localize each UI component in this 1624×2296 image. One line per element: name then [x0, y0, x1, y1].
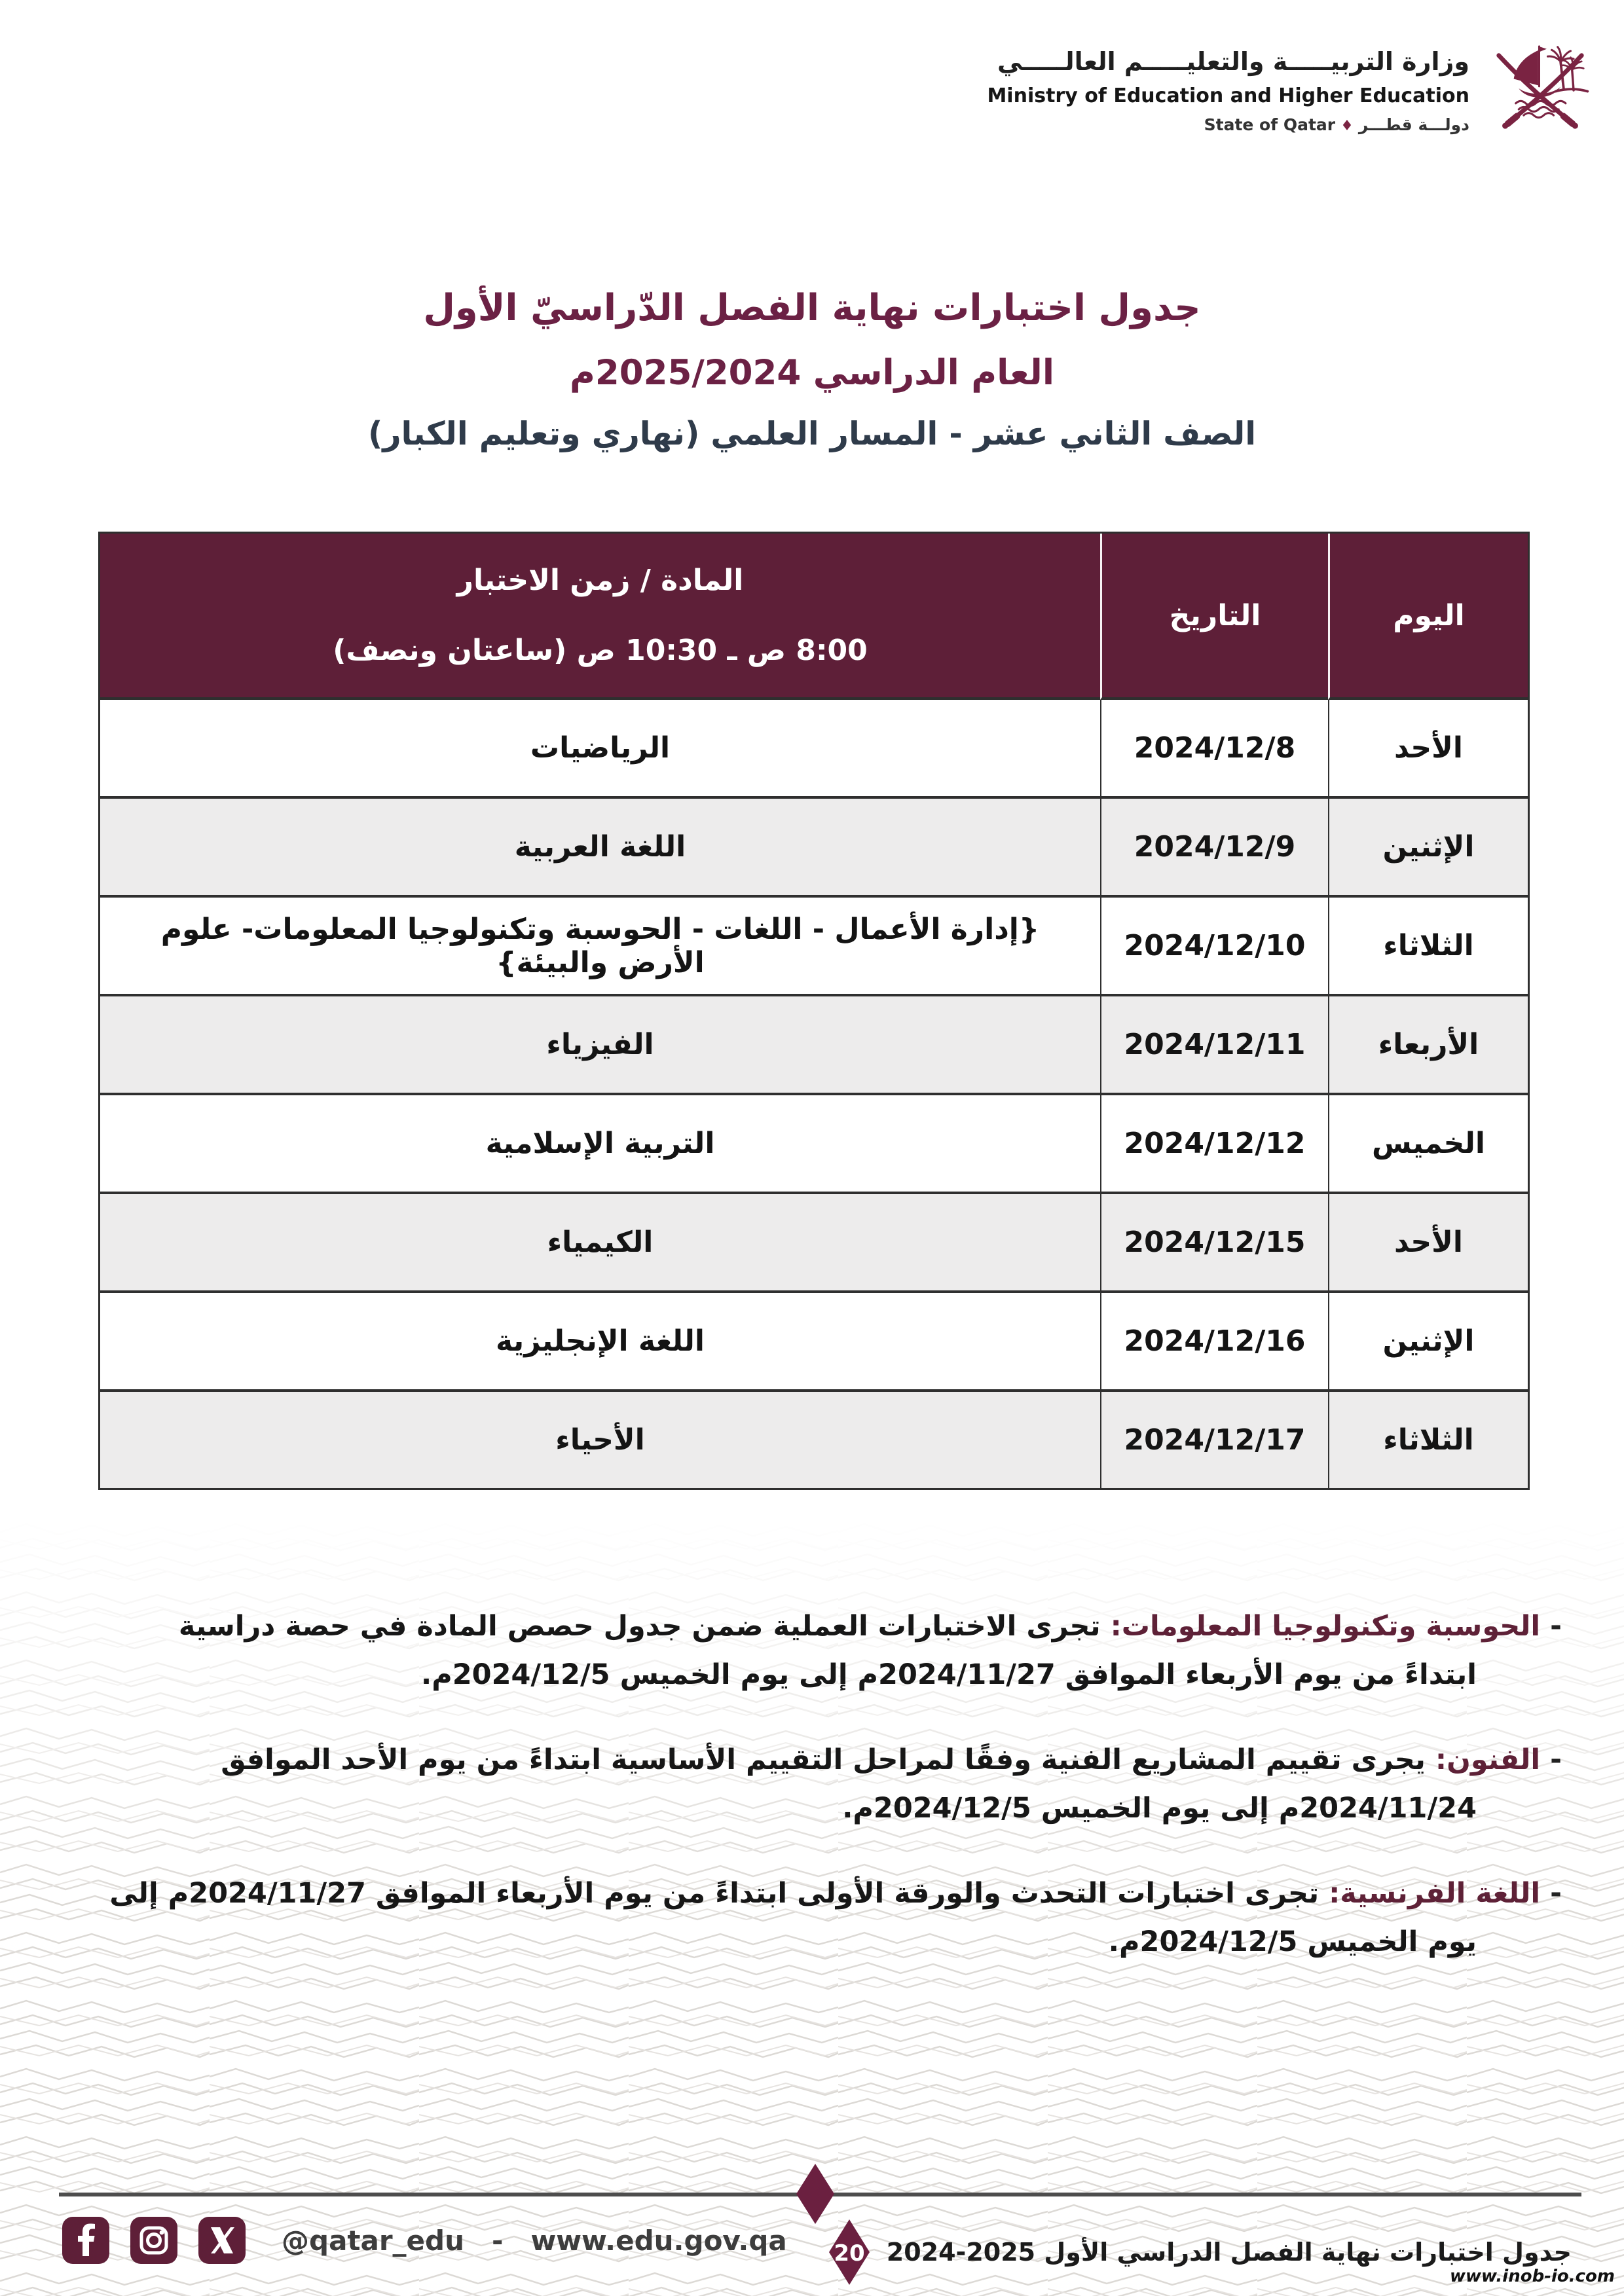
- page-number: 20: [834, 2240, 865, 2267]
- note-body: يجرى تقييم المشاريع الفنية وفقًا لمراحل التقييم الأساسية ابتداءً من يوم الأحد الموافق 2024/11/24م إلى يوم الخميس 2024/12/5م.: [221, 1743, 1477, 1825]
- footer-document-caption: جدول اختبارات نهاية الفصل الدراسي الأول 2025-2024: [886, 2238, 1572, 2267]
- table-row: [100, 996, 1528, 1095]
- social-handle[interactable]: @qatar_edu: [282, 2225, 464, 2257]
- note-french-language: - اللغة الفرنسية: تجرى اختبارات التحدث والورقة الأولى ابتداءً من يوم الأربعاء الموافق 2024/11/27م إلى يوم الخميس 2024/12/5م.: [109, 1876, 1562, 1958]
- subject-cell: الكيمياء: [100, 1194, 1100, 1293]
- date-cell: 2024/12/11: [1100, 996, 1328, 1095]
- source-watermark: www.inob-io.com: [1450, 2267, 1615, 2286]
- column-header-date: التاريخ: [1100, 534, 1328, 700]
- subject-cell: الفيزياء: [100, 996, 1100, 1095]
- qatar-emblem-icon: [1488, 34, 1593, 147]
- table-row: [100, 700, 1528, 799]
- exam-schedule-title: جدول اختبارات نهاية الفصل الدّراسيّ الأول: [423, 287, 1201, 329]
- handle-website-separator: -: [492, 2225, 504, 2257]
- x-twitter-icon[interactable]: [198, 2217, 246, 2264]
- date-cell: 2024/12/10: [1100, 898, 1328, 996]
- subject-cell: {إدارة الأعمال - اللغات - الحوسبة وتكنولوجيا المعلومات- علوم الأرض والبيئة}: [100, 898, 1100, 996]
- day-cell: الخميس: [1328, 1095, 1528, 1194]
- state-of-qatar-english: State of Qatar: [1204, 115, 1336, 135]
- academic-year-subtitle: العام الدراسي 2025/2024م: [570, 353, 1054, 393]
- day-cell: الثلاثاء: [1328, 1392, 1528, 1488]
- subject-cell: اللغة الإنجليزية: [100, 1293, 1100, 1392]
- subject-header-line2: 8:00 ص ـ 10:30 ص (ساعتان ونصف): [333, 634, 868, 667]
- subject-cell: اللغة العربية: [100, 799, 1100, 898]
- ministry-name-english: Ministry of Education and Higher Education: [987, 84, 1469, 107]
- state-of-qatar-arabic: دولـــة قطـــر: [1358, 115, 1469, 135]
- date-cell: 2024/12/16: [1100, 1293, 1328, 1392]
- document-titles: [0, 287, 1624, 452]
- subject-header-line1: المادة / زمن الاختبار: [456, 564, 744, 597]
- day-cell: الأربعاء: [1328, 996, 1528, 1095]
- date-cell: 2024/12/8: [1100, 700, 1328, 799]
- table-header-row: [100, 534, 1528, 700]
- note-computing-it: - الحوسبة وتكنولوجيا المعلومات: تجرى الاختبارات العملية ضمن جدول حصص المادة في حصة دراسية ابتداءً من يوم الأربعاء الموافق 2024/11/27م إلى يوم الخميس 2024/12/5م.: [178, 1610, 1562, 1691]
- subject-cell: الأحياء: [100, 1392, 1100, 1488]
- note-lead: اللغة الفرنسية:: [1329, 1876, 1541, 1910]
- table-row: [100, 1392, 1528, 1488]
- state-of-qatar-line: [987, 114, 1469, 136]
- column-header-subject: [100, 534, 1100, 700]
- table-row: [100, 1095, 1528, 1194]
- instagram-icon[interactable]: [130, 2217, 177, 2264]
- note-body: تجرى الاختبارات العملية ضمن جدول حصص المادة في حصة دراسية ابتداءً من يوم الأربعاء الموافق 2024/11/27م إلى يوم الخميس 2024/12/5م.: [178, 1610, 1477, 1691]
- ministry-website[interactable]: www.edu.gov.qa: [530, 2225, 787, 2257]
- subject-cell: الرياضيات: [100, 700, 1100, 799]
- note-lead: الحوسبة وتكنولوجيا المعلومات:: [1110, 1610, 1541, 1643]
- date-cell: 2024/12/15: [1100, 1194, 1328, 1293]
- social-icons-row: [62, 2217, 246, 2264]
- day-cell: الثلاثاء: [1328, 898, 1528, 996]
- note-body: تجرى اختبارات التحدث والورقة الأولى ابتداءً من يوم الأربعاء الموافق 2024/11/27م إلى يوم الخميس 2024/12/5م.: [109, 1876, 1477, 1958]
- grade-track-subtitle: الصف الثاني عشر - المسار العلمي (نهاري وتعليم الكبار): [367, 415, 1257, 452]
- date-cell: 2024/12/9: [1100, 799, 1328, 898]
- column-header-day: اليوم: [1328, 534, 1528, 700]
- notes-section: [98, 1603, 1562, 2003]
- footer-center-diamond-icon: [796, 2164, 834, 2224]
- ministry-name-arabic: وزارة التربيـــــة والتعليـــــم العالـــــي: [997, 46, 1469, 76]
- table-row: [100, 1293, 1528, 1392]
- table-row: [100, 1194, 1528, 1293]
- facebook-icon[interactable]: [62, 2217, 109, 2264]
- note-lead: الفنون:: [1435, 1743, 1541, 1776]
- exam-schedule-table: [100, 534, 1528, 1488]
- page-number-diamond: [829, 2219, 870, 2285]
- ministry-header: [987, 34, 1593, 147]
- diamond-separator-icon: ♦: [1340, 118, 1354, 135]
- day-cell: الأحد: [1328, 1194, 1528, 1293]
- date-cell: 2024/12/17: [1100, 1392, 1328, 1488]
- table-row: [100, 799, 1528, 898]
- day-cell: الإثنين: [1328, 1293, 1528, 1392]
- footer-contact-row: [282, 2225, 787, 2257]
- table-row: [100, 898, 1528, 996]
- day-cell: الإثنين: [1328, 799, 1528, 898]
- date-cell: 2024/12/12: [1100, 1095, 1328, 1194]
- note-arts: - الفنون: يجرى تقييم المشاريع الفنية وفقًا لمراحل التقييم الأساسية ابتداءً من يوم الأحد الموافق 2024/11/24م إلى يوم الخميس 2024/12/5م.: [221, 1743, 1562, 1825]
- day-cell: الأحد: [1328, 700, 1528, 799]
- exam-schedule-table-wrapper: [98, 532, 1530, 1490]
- subject-cell: التربية الإسلامية: [100, 1095, 1100, 1194]
- ministry-header-text: [987, 45, 1469, 136]
